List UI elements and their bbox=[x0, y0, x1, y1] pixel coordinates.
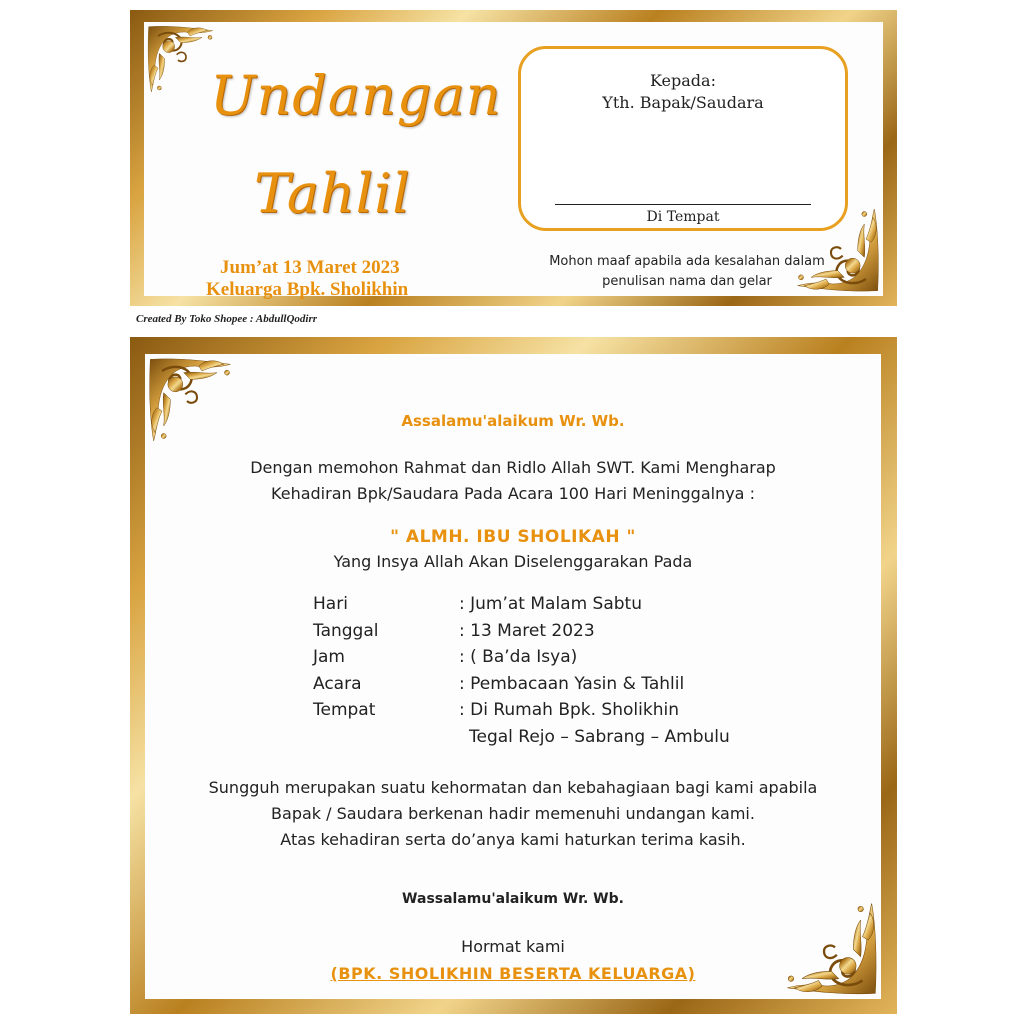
event-date: Jum’at 13 Maret 2023 bbox=[220, 257, 400, 278]
closing-greeting: Wassalamu'alaikum Wr. Wb. bbox=[402, 891, 624, 907]
intro-line: Dengan memohon Rahmat dan Ridlo Allah SWT. Kami Mengharap bbox=[250, 458, 776, 477]
schedule-key: Tempat bbox=[313, 700, 376, 720]
schedule-value: : 13 Maret 2023 bbox=[459, 620, 595, 641]
regards-label: Hormat kami bbox=[461, 937, 565, 956]
schedule-heading: Yang Insya Allah Akan Diselenggarakan Pada bbox=[333, 552, 693, 571]
schedule-value: : Di Rumah Bpk. Sholikhin bbox=[459, 700, 679, 720]
opening-greeting: Assalamu'alaikum Wr. Wb. bbox=[401, 412, 625, 430]
closing-line: Atas kehadiran serta do’anya kami haturkan terima kasih. bbox=[280, 830, 746, 849]
host-signature: (BPK. SHOLIKHIN BESERTA KELUARGA) bbox=[330, 964, 696, 983]
apology-line: penulisan nama dan gelar bbox=[602, 274, 772, 289]
schedule-value: : ( Ba’da Isya) bbox=[459, 647, 578, 667]
family-name: Keluarga Bpk. Sholikhin bbox=[206, 279, 409, 300]
apology-note bbox=[522, 252, 852, 292]
recipient-name-line bbox=[555, 204, 811, 205]
card-bottom-panel bbox=[145, 354, 881, 999]
address-continuation: Tegal Rejo – Sabrang – Ambulu bbox=[469, 726, 730, 747]
closing-line: Sungguh merupakan suatu kehormatan dan kebahagiaan bagi kami apabila bbox=[208, 778, 818, 797]
closing-paragraph bbox=[145, 775, 881, 853]
creator-credit: Created By Toko Shopee : AbdullQodirr bbox=[136, 313, 318, 325]
apology-line: Mohon maaf apabila ada kesalahan dalam bbox=[549, 254, 825, 269]
schedule-key: Tanggal bbox=[313, 620, 379, 641]
ornament-top-left-icon bbox=[147, 356, 247, 456]
schedule-key: Acara bbox=[313, 673, 362, 694]
title-tahlil: Tahlil bbox=[254, 162, 411, 225]
address-to-label: Kepada: bbox=[650, 71, 716, 90]
schedule-key: Hari bbox=[313, 594, 348, 614]
invitation-card-top bbox=[130, 10, 897, 306]
recipient-address-box bbox=[518, 46, 848, 231]
schedule-value: : Jum’at Malam Sabtu bbox=[459, 594, 642, 614]
closing-line: Bapak / Saudara berkenan hadir memenuhi undangan kami. bbox=[271, 804, 755, 823]
title-undangan: Undangan bbox=[210, 64, 502, 127]
invitation-card-bottom bbox=[130, 337, 897, 1014]
schedule-key: Jam bbox=[313, 647, 345, 667]
intro-line: Kehadiran Bpk/Saudara Pada Acara 100 Hari Meninggalnya : bbox=[271, 484, 755, 503]
invitation-intro bbox=[145, 455, 881, 507]
address-place: Di Tempat bbox=[646, 209, 720, 225]
address-salutation: Yth. Bapak/Saudara bbox=[602, 93, 764, 112]
card-top-panel bbox=[144, 22, 883, 300]
deceased-name: " ALMH. IBU SHOLIKAH " bbox=[390, 527, 636, 547]
schedule-value: : Pembacaan Yasin & Tahlil bbox=[459, 673, 685, 694]
